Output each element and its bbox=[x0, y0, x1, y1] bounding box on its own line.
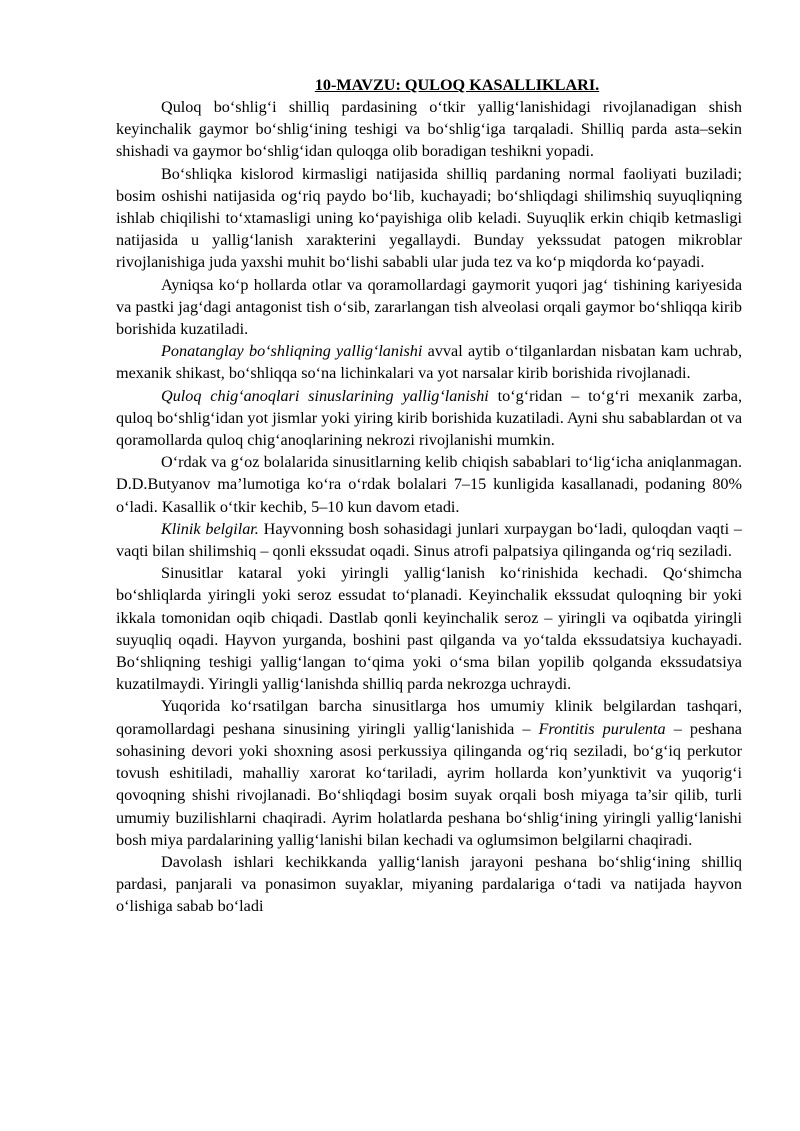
paragraph-7 bbox=[116, 518, 742, 562]
page-title: 10-MAVZU: QULOQ KASALLIKLARI. bbox=[314, 76, 600, 94]
paragraph-1 bbox=[116, 96, 742, 163]
paragraph-8 bbox=[116, 562, 742, 695]
italic-term: Klinik belgilar. bbox=[161, 519, 259, 538]
paragraph-text: Hayvonning bosh sohasidagi junlari xurpaygan bo‘ladi, quloqdan vaqti – vaqti bilan shilimshiq – qonli ekssudat oqadi. Sinus atrofi palpatsiya qilinganda og‘riq seziladi. bbox=[116, 519, 742, 561]
paragraph-text: Yuqorida ko‘rsatilgan barcha sinusitlarga hos umumiy klinik belgilardan tashqari, qoramollardagi peshana sinusining yiringli yallig‘lanishida – bbox=[116, 697, 742, 738]
italic-term: Quloq chig‘anoqlari sinuslarining yallig‘lanishi bbox=[161, 386, 489, 405]
paragraph-text: avval aytib o‘tilganlardan nisbatan kam uchrab, mexanik shikast, bo‘shliqqa so‘na lichinkalari va yot narsalar kirib borishida rivojlanadi. bbox=[116, 342, 742, 383]
paragraph-6 bbox=[116, 451, 742, 518]
paragraph-2 bbox=[116, 163, 742, 274]
paragraph-text: Quloq bo‘shlig‘i shilliq pardasining o‘tkir yallig‘lanishidagi rivojlanadigan shish keyinchalik gaymor bo‘shlig‘ining teshigi va bo‘shlig‘iga tarqaladi. Shilliq parda asta–sekin shishadi va gaymor bo‘shlig‘idan quloqga olib boradigan teshikni yopadi. bbox=[116, 98, 742, 161]
paragraph-3 bbox=[116, 274, 742, 341]
paragraph-4 bbox=[116, 340, 742, 384]
italic-term: Frontitis purulenta bbox=[538, 719, 666, 738]
document-page bbox=[116, 74, 742, 918]
paragraph-5 bbox=[116, 385, 742, 452]
paragraph-text: to‘g‘ridan – to‘g‘ri mexanik zarba, quloq bo‘shlig‘idan yot jismlar yoki yiring kirib borishida kuzatiladi. Ayni shu sabablardan ot va qoramollarda quloq chig‘anoqlarining nekrozi rivojlanishi mumkin. bbox=[116, 386, 742, 450]
paragraph-text: O‘rdak va g‘oz bolalarida sinusitlarning kelib chiqish sabablari to‘lig‘icha aniqlanmagan. D.D.Butyanov ma’lumotiga ko‘ra o‘rdak bolalari 7–15 kunligida kasallanadi, podaning 80% o‘ladi. Kasallik o‘tkir kechib, 5–10 kun davom etadi. bbox=[116, 453, 742, 516]
paragraph-text-tail: – peshana sohasining devori yoki shoxning asosi perkussiya qilinganda og‘riq seziladi, bo‘g‘iq perkutor tovush eshitiladi, mahalliy xarorat ko‘tariladi, ayrim hollarda kon’yunktivit va yuqorig‘i qovoqning shishi rivojlanadi. Bo‘shliqdagi bosim suyak orqali bosh miyaga ta’sir qilib, turli umumiy buzilishlarni chaqiradi. Ayrim holatlarda peshana bo‘shlig‘ining yiringli yallig‘lanishi bosh miya pardalarining yallig‘lanishi bilan kechadi va oglumsimon belgilarni chaqiradi. bbox=[116, 719, 742, 849]
paragraph-9 bbox=[116, 695, 742, 850]
paragraph-text: Bo‘shliqka kislorod kirmasligi natijasida shilliq pardaning normal faoliyati buziladi; bosim oshishi natijasida og‘riq paydo bo‘lib, kuchayadi; bo‘shliqdagi shilimshiq suyuqliqning ishlab chiqilishi to‘xtamasligi uning ko‘payishiga olib keladi. Suyuqlik erkin chiqib ketmasligi natijasida u yallig‘lanish xarakterini yegallaydi. Bunday yekssudat patogen mikroblar rivojlanishiga juda yaxshi muhit bo‘lishi sababli ular juda tez va ko‘p miqdorda ko‘payadi. bbox=[116, 164, 742, 272]
paragraph-text: Sinusitlar kataral yoki yiringli yallig‘lanish ko‘rinishida kechadi. Qo‘shimcha bo‘shliqlarda yiringli yoki seroz essudat to‘planadi. Keyinchalik ekssudat quloqning bir yoki ikkala tomonidan oqib chiqadi. Dastlab qonli keyinchalik seroz – yiringli va oqibatda yiringli suyuqliq oqadi. Hayvon yurganda, boshini past qilganda va yo‘talda ekssudatsiya kuchayadi. Bo‘shliqning teshigi yallig‘langan to‘qima yoki o‘sma bilan yopilib qolganda ekssudatsiya kuzatilmaydi. Yiringli yallig‘lanishda shilliq parda nekrozga uchraydi. bbox=[116, 564, 742, 694]
italic-term: Ponatanglay bo‘shliqning yallig‘lanishi bbox=[161, 342, 423, 361]
paragraph-10 bbox=[116, 851, 742, 918]
paragraph-text: Ayniqsa ko‘p hollarda otlar va qoramollardagi gaymorit yuqori jag‘ tishining kariyesida va pastki jag‘dagi antagonist tish o‘sib, zararlangan tish alveolasi orqali gaymor bo‘shliqqa kirib borishida kuzatiladi. bbox=[116, 275, 742, 339]
paragraph-text: Davolash ishlari kechikkanda yallig‘lanish jarayoni peshana bo‘shlig‘ining shilliq pardasi, panjarali va ponasimon suyaklar, miyaning pardalariga o‘tadi va natijada hayvon o‘lishiga sabab bo‘ladi bbox=[116, 852, 742, 916]
